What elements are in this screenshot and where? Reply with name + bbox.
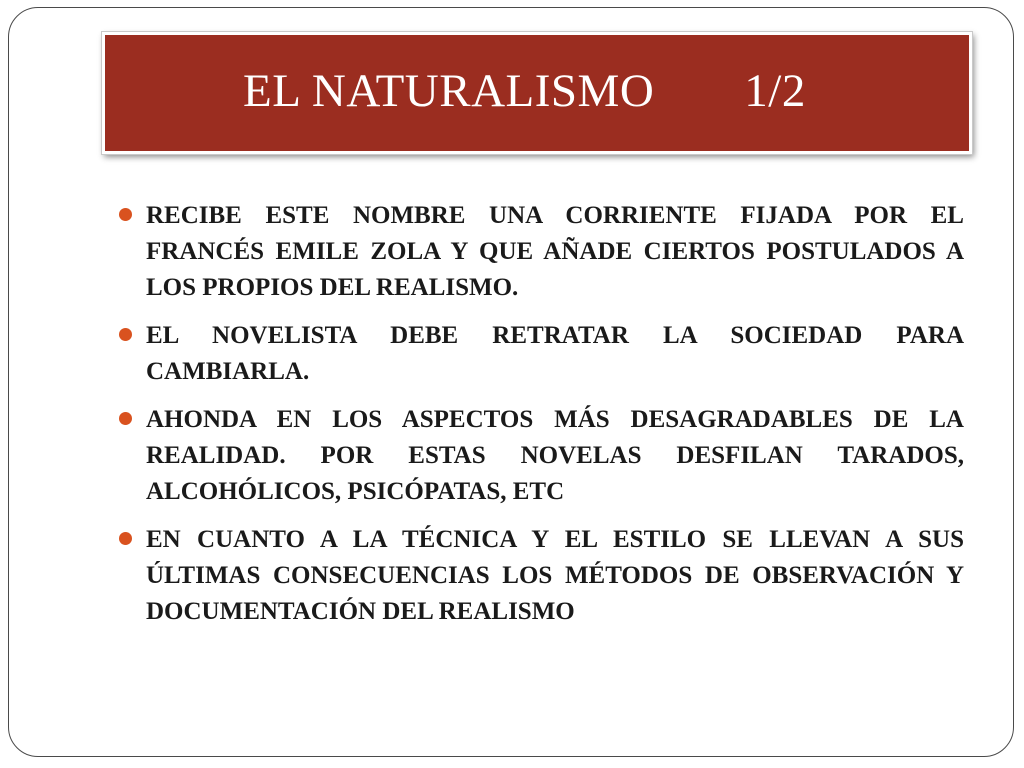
bullet-item — [118, 318, 964, 390]
bullet-text: RECIBE ESTE NOMBRE UNA CORRIENTE FIJADA POR EL FRANCÉS EMILE ZOLA Y QUE AÑADE CIERTOS POSTULADOS A LOS PROPIOS DEL REALISMO. — [146, 202, 964, 301]
bullet-text: EL NOVELISTA DEBE RETRATAR LA SOCIEDAD PARA CAMBIARLA. — [146, 322, 964, 385]
bullet-dot-icon — [119, 208, 132, 221]
bullet-text: AHONDA EN LOS ASPECTOS MÁS DESAGRADABLES DE LA REALIDAD. POR ESTAS NOVELAS DESFILAN TARADOS, ALCOHÓLICOS, PSICÓPATAS, ETC — [146, 406, 964, 505]
bullet-dot-icon — [119, 532, 132, 545]
bullet-item — [118, 198, 964, 306]
bullet-list — [118, 198, 964, 642]
bullet-item — [118, 522, 964, 630]
bullet-dot-icon — [119, 328, 132, 341]
page-indicator: 1/2 — [744, 65, 806, 117]
bullet-dot-icon — [119, 412, 132, 425]
bullet-text: EN CUANTO A LA TÉCNICA Y EL ESTILO SE LLEVAN A SUS ÚLTIMAS CONSECUENCIAS LOS MÉTODOS DE OBSERVACIÓN Y DOCUMENTACIÓN DEL REALISMO — [146, 526, 964, 625]
title-banner — [102, 32, 972, 154]
title-label: EL NATURALISMO — [243, 65, 655, 117]
bullet-item — [118, 402, 964, 510]
slide-title — [243, 61, 806, 121]
